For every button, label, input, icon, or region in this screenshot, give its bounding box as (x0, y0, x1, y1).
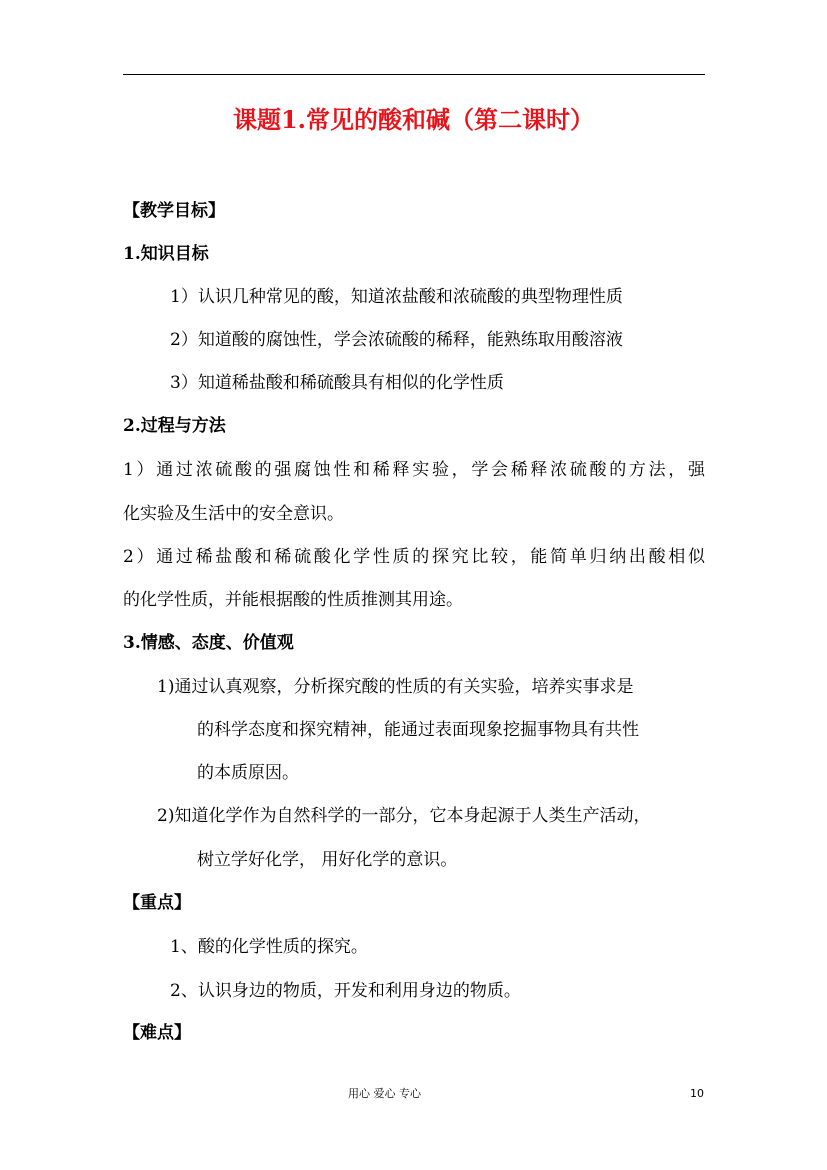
emotion-line: 树立学好化学， 用好化学的意识。 (197, 850, 458, 870)
key-item: 2、认识身边的物质，开发和利用身边的物质。 (170, 981, 521, 1001)
header-rule (123, 74, 705, 75)
emotion-heading: 3.情感、态度、价值观 (123, 633, 294, 653)
objectives-heading: 【教学目标】 (123, 201, 225, 221)
emotion-line: 的科学态度和探究精神，能通过表面现象挖掘事物具有共性 (197, 720, 639, 740)
page-number: 10 (690, 1087, 704, 1100)
emotion-line: 的本质原因。 (197, 763, 299, 783)
process-heading: 2.过程与方法 (123, 416, 226, 436)
emotion-line: 2)知道化学作为自然科学的一部分，它本身起源于人类生产活动， (157, 806, 651, 826)
emotion-line: 1)通过认真观察，分析探究酸的性质的有关实验，培养实事求是 (157, 677, 634, 697)
knowledge-item: 2）知道酸的腐蚀性，学会浓硫酸的稀释，能熟练取用酸溶液 (170, 330, 623, 350)
difficulty-heading: 【难点】 (123, 1023, 191, 1043)
knowledge-item: 1）认识几种常见的酸，知道浓盐酸和浓硫酸的典型物理性质 (170, 287, 623, 307)
process-line: 化实验及生活中的安全意识。 (123, 504, 344, 524)
process-line: 2）通过稀盐酸和稀硫酸化学性质的探究比较，能简单归纳出酸相似 (123, 547, 705, 567)
process-line: 1）通过浓硫酸的强腐蚀性和稀释实验，学会稀释浓硫酸的方法，强 (123, 460, 705, 480)
key-heading: 【重点】 (123, 893, 191, 913)
process-line: 的化学性质，并能根据酸的性质推测其用途。 (123, 590, 463, 610)
knowledge-item: 3）知道稀盐酸和稀硫酸具有相似的化学性质 (170, 373, 504, 393)
knowledge-heading: 1.知识目标 (123, 244, 209, 264)
page-title: 课题1.常见的酸和碱（第二课时） (232, 105, 595, 134)
footer-motto: 用心 爱心 专心 (348, 1087, 421, 1100)
key-item: 1、酸的化学性质的探究。 (170, 937, 368, 957)
